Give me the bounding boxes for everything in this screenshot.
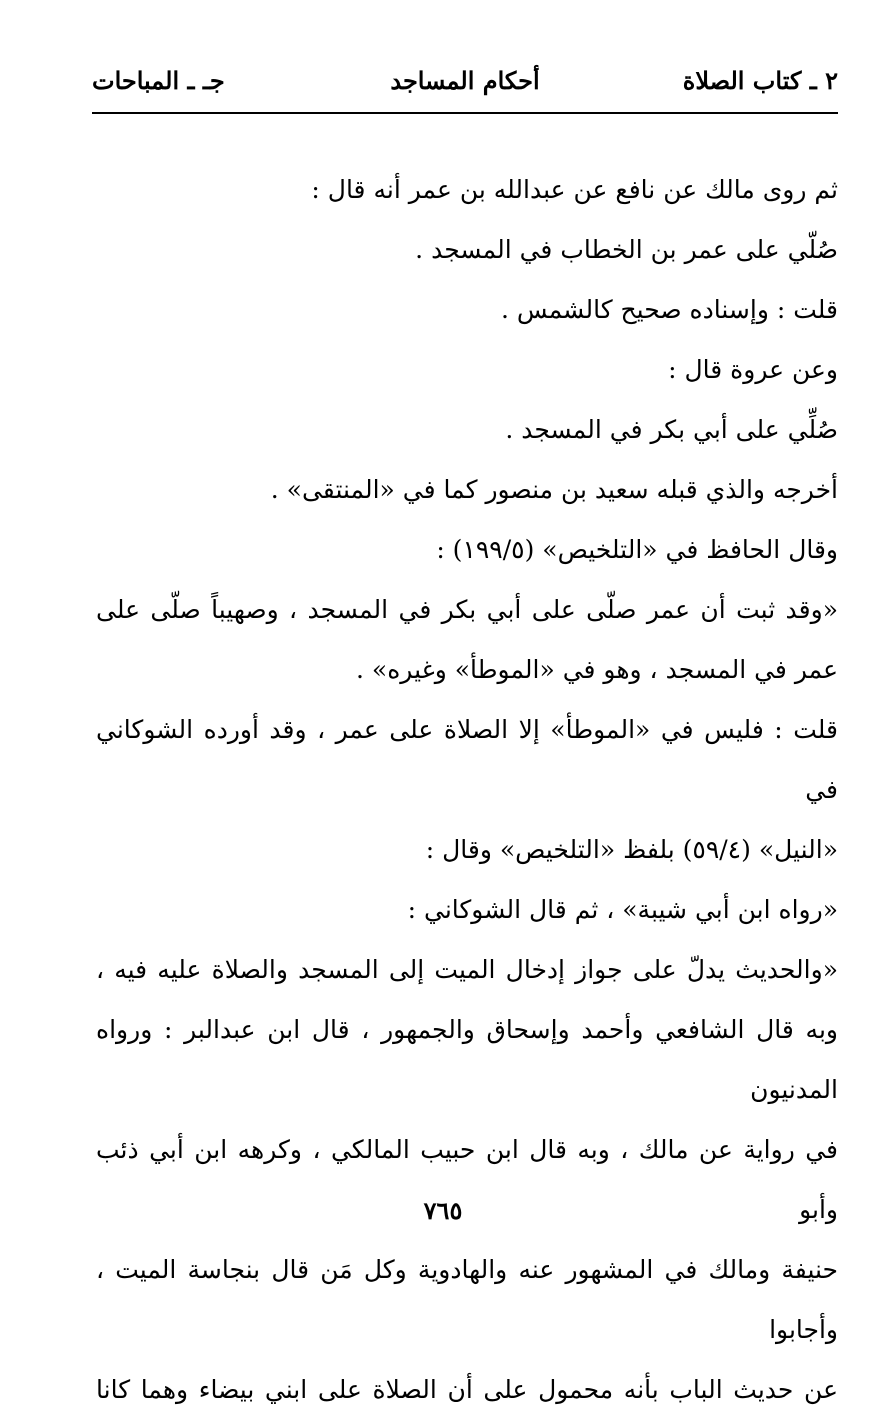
paragraph-line: «وقد ثبت أن عمر صلّى على أبي بكر في المسجد ، وصهيباً صلّى على bbox=[96, 595, 838, 624]
header-section-title: أحكام المساجد bbox=[390, 66, 540, 95]
paragraph-line: عن حديث الباب بأنه محمول على أن الصلاة على ابني بيضاء وهما كانا bbox=[96, 1375, 838, 1404]
paragraph-line: قلت : وإسناده صحيح كالشمس . bbox=[500, 295, 838, 324]
paragraph-line: في رواية عن مالك ، وبه قال ابن حبيب المالكي ، وكرهه ابن أبي ذئب وأبو bbox=[96, 1135, 838, 1224]
body-text bbox=[96, 160, 838, 1420]
paragraph bbox=[96, 340, 838, 400]
paragraph-line: عمر في المسجد ، وهو في «الموطأ» وغيره» . bbox=[356, 655, 838, 684]
paragraph-line: «رواه ابن أبي شيبة» ، ثم قال الشوكاني : bbox=[407, 895, 838, 924]
paragraph bbox=[96, 700, 838, 880]
paragraph bbox=[96, 400, 838, 460]
paragraph bbox=[96, 940, 838, 1420]
paragraph-line: أخرجه والذي قبله سعيد بن منصور كما في «المنتقى» . bbox=[270, 475, 838, 504]
paragraph-line: وبه قال الشافعي وأحمد وإسحاق والجمهور ، قال ابن عبدالبر : ورواه المدنيون bbox=[96, 1015, 838, 1104]
header-chapter: ٢ ـ كتاب الصلاة bbox=[682, 66, 838, 95]
paragraph bbox=[96, 520, 838, 580]
paragraph-line: «النيل» (٥٩/٤) بلفظ «التلخيص» وقال : bbox=[425, 835, 838, 864]
paragraph bbox=[96, 160, 838, 220]
paragraph-line: «والحديث يدلّ على جواز إدخال الميت إلى المسجد والصلاة عليه فيه ، bbox=[96, 955, 838, 984]
paragraph bbox=[96, 460, 838, 520]
paragraph bbox=[96, 580, 838, 700]
paragraph-line: وقال الحافظ في «التلخيص» (١٩٩/٥) : bbox=[436, 535, 838, 564]
header-rule bbox=[92, 112, 838, 114]
paragraph-line: صُلّي على عمر بن الخطاب في المسجد . bbox=[415, 235, 838, 264]
paragraph-line: وعن عروة قال : bbox=[668, 355, 838, 384]
header-subsection: جـ ـ المباحات bbox=[92, 66, 225, 95]
page-number: ٧٦٥ bbox=[423, 1196, 463, 1225]
paragraph bbox=[96, 220, 838, 280]
paragraph-line: حنيفة ومالك في المشهور عنه والهادوية وكل مَن قال بنجاسة الميت ، وأجابوا bbox=[96, 1255, 838, 1344]
paragraph-line: ثم روى مالك عن نافع عن عبدالله بن عمر أنه قال : bbox=[311, 175, 838, 204]
paragraph-line: قلت : فليس في «الموطأ» إلا الصلاة على عمر ، وقد أورده الشوكاني في bbox=[96, 715, 838, 804]
paragraph bbox=[96, 280, 838, 340]
paragraph bbox=[96, 880, 838, 940]
running-header bbox=[92, 66, 838, 106]
paragraph-line: صُلِّي على أبي بكر في المسجد . bbox=[505, 415, 838, 444]
